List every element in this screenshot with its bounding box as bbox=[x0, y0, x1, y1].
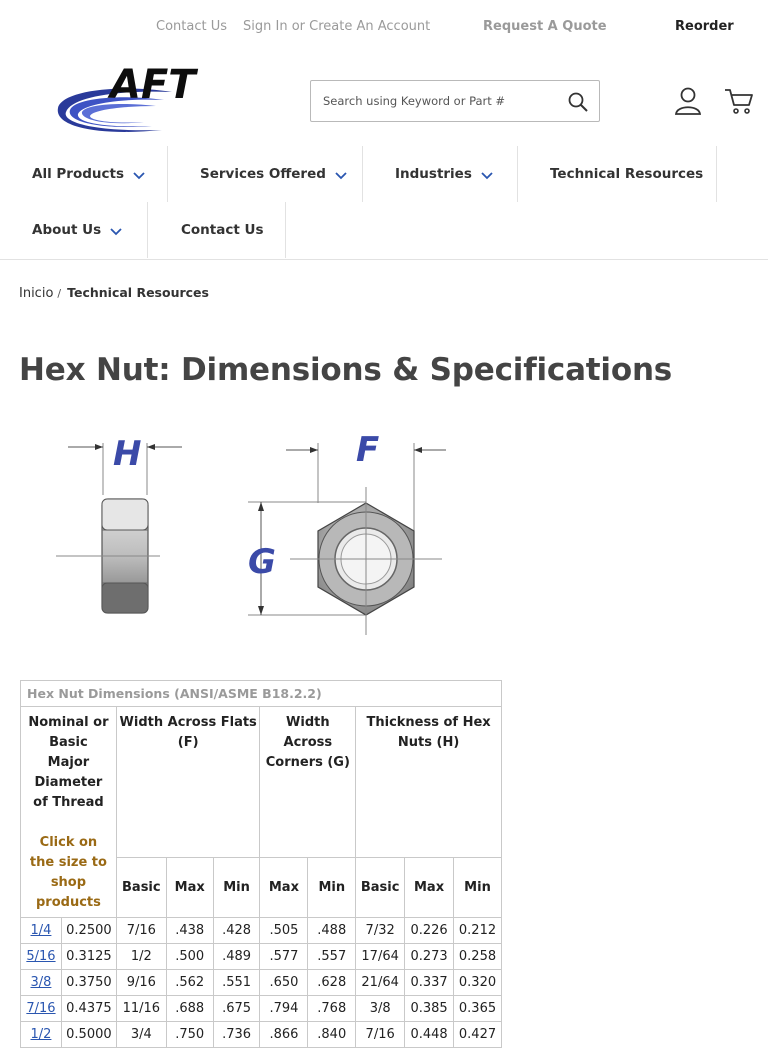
table-cell: .489 bbox=[213, 944, 260, 970]
table-cell: 0.427 bbox=[454, 1022, 502, 1048]
table-cell: 7/32 bbox=[356, 918, 405, 944]
table-cell: .840 bbox=[308, 1022, 356, 1048]
table-cell: 0.337 bbox=[405, 970, 454, 996]
table-cell: 0.273 bbox=[405, 944, 454, 970]
subheader: Max bbox=[405, 858, 454, 918]
account-links bbox=[243, 19, 430, 34]
table-cell: .794 bbox=[260, 996, 308, 1022]
table-row bbox=[21, 944, 502, 970]
nav-divider bbox=[362, 146, 363, 202]
nav-divider bbox=[285, 202, 286, 258]
size-link[interactable]: 1/4 bbox=[30, 923, 52, 938]
nav-technical-resources[interactable] bbox=[550, 146, 703, 202]
table-cell: .688 bbox=[166, 996, 213, 1022]
table-cell: .577 bbox=[260, 944, 308, 970]
header-thickness: Thickness of Hex Nuts (H) bbox=[356, 707, 502, 858]
reorder-link[interactable]: Reorder bbox=[675, 19, 734, 34]
table-cell: .488 bbox=[308, 918, 356, 944]
label-h: H bbox=[113, 434, 142, 474]
subheader: Basic bbox=[356, 858, 405, 918]
hex-nut-diagram bbox=[50, 425, 460, 640]
chevron-down-icon bbox=[480, 169, 494, 179]
utility-bar bbox=[0, 0, 768, 54]
table-cell: .557 bbox=[308, 944, 356, 970]
size-link[interactable]: 1/2 bbox=[30, 1027, 52, 1042]
nav-contact-us[interactable] bbox=[181, 202, 264, 258]
subheader: Min bbox=[308, 858, 356, 918]
table-cell: .562 bbox=[166, 970, 213, 996]
table-row bbox=[21, 918, 502, 944]
table-cell: 0.365 bbox=[454, 996, 502, 1022]
size-link[interactable]: 7/16 bbox=[26, 1001, 56, 1016]
header-nominal-label: Nominal or Basic Major Diameter of Thread bbox=[28, 715, 109, 810]
subheader: Min bbox=[454, 858, 502, 918]
nav-label: Technical Resources bbox=[550, 166, 704, 182]
subheader: Basic bbox=[116, 858, 166, 918]
table-cell: 7/16 bbox=[356, 1022, 405, 1048]
nav-divider bbox=[716, 146, 717, 202]
table-caption: Hex Nut Dimensions (ANSI/ASME B18.2.2) bbox=[21, 681, 502, 707]
table-cell: 0.5000 bbox=[61, 1022, 116, 1048]
nav-divider bbox=[167, 146, 168, 202]
aft-logo-graphic bbox=[52, 64, 242, 140]
top-contact-link[interactable]: Contact Us bbox=[156, 19, 227, 34]
table-cell: 0.226 bbox=[405, 918, 454, 944]
table-cell: 0.212 bbox=[454, 918, 502, 944]
search-box bbox=[310, 80, 600, 122]
nav-industries[interactable] bbox=[395, 146, 494, 202]
subheader: Max bbox=[260, 858, 308, 918]
table-cell: 21/64 bbox=[356, 970, 405, 996]
nav-about-us[interactable] bbox=[32, 202, 123, 258]
table-cell: 0.448 bbox=[405, 1022, 454, 1048]
table-cell: 1/2 bbox=[116, 944, 166, 970]
table-cell: 9/16 bbox=[116, 970, 166, 996]
label-g: G bbox=[248, 542, 276, 582]
table-cell: 0.258 bbox=[454, 944, 502, 970]
table-cell: 7/16 bbox=[116, 918, 166, 944]
table-cell: 0.2500 bbox=[61, 918, 116, 944]
table-cell: .428 bbox=[213, 918, 260, 944]
size-link[interactable]: 3/8 bbox=[30, 975, 52, 990]
account-icon[interactable] bbox=[674, 86, 702, 116]
table-cell: 0.3125 bbox=[61, 944, 116, 970]
aft-logo[interactable] bbox=[52, 64, 242, 140]
search-input[interactable] bbox=[311, 81, 561, 121]
nav-divider bbox=[147, 202, 148, 258]
table-row bbox=[21, 970, 502, 996]
table-cell: .628 bbox=[308, 970, 356, 996]
chevron-down-icon bbox=[334, 169, 348, 179]
table-cell: .551 bbox=[213, 970, 260, 996]
header-width-corners: Width Across Corners (G) bbox=[260, 707, 356, 858]
table-cell: 0.385 bbox=[405, 996, 454, 1022]
breadcrumb-separator: / bbox=[57, 287, 62, 300]
main-nav bbox=[0, 146, 768, 260]
table-cell: .500 bbox=[166, 944, 213, 970]
nav-all-products[interactable] bbox=[32, 146, 146, 202]
nav-services-offered[interactable] bbox=[200, 146, 348, 202]
breadcrumb bbox=[19, 285, 209, 301]
table-cell: 11/16 bbox=[116, 996, 166, 1022]
table-cell: 3/8 bbox=[356, 996, 405, 1022]
chevron-down-icon bbox=[132, 169, 146, 179]
or-text: or bbox=[291, 19, 306, 34]
table-cell: .768 bbox=[308, 996, 356, 1022]
table-cell: .438 bbox=[166, 918, 213, 944]
table-cell: 0.320 bbox=[454, 970, 502, 996]
breadcrumb-current: Technical Resources bbox=[67, 285, 209, 300]
nav-label: Industries bbox=[395, 166, 472, 182]
search-icon[interactable] bbox=[567, 91, 589, 113]
table-cell: .750 bbox=[166, 1022, 213, 1048]
subheader: Min bbox=[213, 858, 260, 918]
table-cell: .736 bbox=[213, 1022, 260, 1048]
chevron-down-icon bbox=[109, 225, 123, 235]
nav-label: All Products bbox=[32, 166, 124, 182]
table-cell: 3/4 bbox=[116, 1022, 166, 1048]
breadcrumb-home[interactable]: Inicio bbox=[19, 286, 54, 301]
table-cell: .866 bbox=[260, 1022, 308, 1048]
table-cell: 0.3750 bbox=[61, 970, 116, 996]
table-cell: 0.4375 bbox=[61, 996, 116, 1022]
request-quote-link[interactable]: Request A Quote bbox=[483, 19, 607, 34]
nav-label: Contact Us bbox=[181, 222, 264, 238]
header-width-flats: Width Across Flats (F) bbox=[116, 707, 260, 858]
table-row bbox=[21, 996, 502, 1022]
create-account-link[interactable]: Create An Account bbox=[309, 19, 431, 34]
sign-in-link[interactable]: Sign In bbox=[243, 19, 288, 34]
table-cell: .505 bbox=[260, 918, 308, 944]
page-title: Hex Nut: Dimensions & Specifications bbox=[19, 352, 673, 388]
cart-icon[interactable] bbox=[724, 86, 754, 116]
header-nominal-note: Click on the size to shop products bbox=[29, 835, 107, 910]
dimensions-table bbox=[20, 680, 502, 1048]
logo-text: AFT bbox=[110, 62, 196, 108]
table-cell: 17/64 bbox=[356, 944, 405, 970]
nav-label: About Us bbox=[32, 222, 102, 238]
table-cell: .675 bbox=[213, 996, 260, 1022]
size-link[interactable]: 5/16 bbox=[26, 949, 56, 964]
header-nominal bbox=[21, 707, 117, 918]
nav-label: Services Offered bbox=[200, 166, 326, 182]
subheader: Max bbox=[166, 858, 213, 918]
table-row bbox=[21, 1022, 502, 1048]
nav-divider bbox=[517, 146, 518, 202]
table-cell: .650 bbox=[260, 970, 308, 996]
label-f: F bbox=[356, 430, 380, 470]
